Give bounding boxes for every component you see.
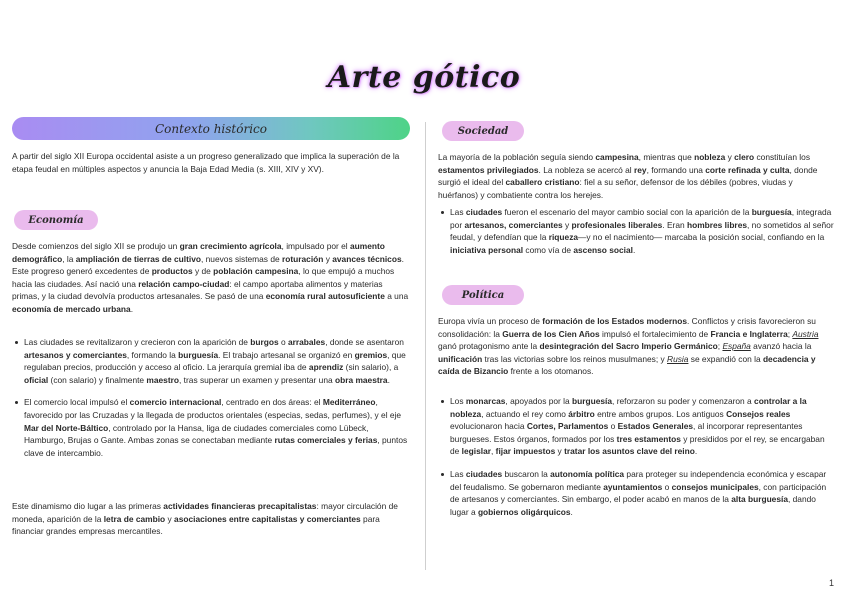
- page-title: Arte gótico: [327, 60, 521, 95]
- bold-term: Cortes, Parlamentos: [526, 421, 609, 432]
- bold-term: Francia e Inglaterra: [710, 328, 788, 339]
- bold-term: letra de cambio: [103, 513, 166, 524]
- text-run: buscaron la: [502, 468, 551, 479]
- bold-term: iniciativa personal: [450, 244, 524, 255]
- text-run: evolucionaron hacia: [450, 421, 527, 432]
- text-run: , puntos clave de intercambio.: [24, 435, 408, 458]
- text-run: .: [130, 303, 134, 314]
- text-run: fueron el escenario del mayor cambio social con la aparición de la: [502, 207, 752, 217]
- bullet-item: [438, 395, 834, 458]
- text-run: tras las victorias sobre los reinos musulmanes; y: [482, 353, 668, 364]
- text-run: Las: [450, 468, 466, 479]
- bold-term: ayuntamientos: [603, 481, 663, 492]
- text-run: . Eran: [662, 219, 687, 230]
- text-run: , centrado en dos áreas: el: [221, 397, 323, 408]
- text-run: Este dinamismo dio lugar a las primeras: [12, 501, 164, 511]
- bold-term: formación de los Estados modernos: [542, 316, 688, 326]
- text-run: y: [323, 253, 333, 264]
- bold-term: corte refinada y culta: [705, 164, 790, 175]
- text-run: , controlado por la Hansa, liga de ciudades comerciales como Lübeck, Hamburgo, Brujas o Gante. Ambas zonas se conectaban mediante: [24, 422, 369, 446]
- bold-term: arrabales: [287, 337, 326, 347]
- text-run: o: [662, 481, 672, 492]
- text-run: como vía de: [523, 244, 574, 255]
- text-run: , formando una: [646, 164, 706, 175]
- text-run: ,: [491, 446, 496, 457]
- bold-term: burguesía: [178, 349, 219, 360]
- text-run: , donde se asentaron: [325, 337, 404, 347]
- text-run: , nuevos sistemas de: [200, 253, 282, 264]
- bold-term: gremios: [354, 349, 388, 360]
- economia-paragraph: [12, 240, 410, 316]
- text-run: , donde surgió el ideal del: [438, 164, 818, 188]
- text-run: avanzó hacia la: [750, 341, 812, 352]
- bold-term: tratar los asuntos clave del reino: [564, 446, 695, 457]
- underlined-term: España: [722, 341, 751, 352]
- bold-term: decadencia y caída de Bizancio: [438, 353, 816, 377]
- bold-term: productos: [151, 266, 193, 277]
- politica-paragraph: [438, 315, 834, 378]
- bold-term: aprendiz: [308, 362, 344, 373]
- text-run: entre ambos grupos. Los antiguos: [594, 408, 727, 419]
- text-run: para proteger su independencia económica y escapar del feudalismo. Se gobernaron mediante: [450, 468, 827, 492]
- bold-term: caballero cristiano: [505, 177, 580, 188]
- bullet-item: [12, 336, 410, 386]
- text-run: .: [387, 374, 390, 385]
- bold-term: roturación: [281, 253, 324, 264]
- politica-heading: Política: [442, 285, 524, 305]
- text-run: Las ciudades se revitalizaron y crecieron con la aparición de: [24, 337, 251, 347]
- sociedad-bullets: [438, 206, 834, 266]
- text-run: Europa vivía un proceso de: [438, 316, 543, 326]
- text-run: Los: [450, 396, 466, 406]
- text-run: o: [608, 421, 618, 432]
- text-run: frente a los otomanos.: [508, 366, 594, 377]
- bold-term: avances técnicos: [332, 253, 402, 264]
- page-number: 1: [828, 578, 834, 588]
- text-run: La mayoría de la población seguía siendo: [438, 152, 596, 162]
- bold-term: burgos: [250, 337, 279, 347]
- text-run: ;: [787, 328, 793, 339]
- text-run: y: [562, 219, 572, 230]
- text-run: y de: [192, 266, 214, 277]
- bold-term: árbitro: [568, 408, 595, 419]
- bold-term: legislar: [461, 446, 491, 457]
- text-run: , formando la: [126, 349, 179, 360]
- bold-term: desintegración del Sacro Imperio Germánico: [539, 341, 718, 352]
- text-run: , apoyados por la: [505, 396, 573, 406]
- sociedad-paragraph: [438, 151, 834, 201]
- text-run: . La nobleza se acercó al: [538, 164, 634, 175]
- text-run: , actuando el rey como: [481, 408, 569, 419]
- text-run: , reforzaron su poder y comenzaron a: [612, 396, 755, 406]
- bold-term: relación campo-ciudad: [138, 278, 230, 289]
- text-run: .: [632, 244, 636, 255]
- bold-term: obra maestra: [334, 374, 388, 385]
- economia-heading: Economía: [14, 210, 98, 230]
- text-run: y: [165, 513, 175, 524]
- bold-term: burguesía: [572, 396, 613, 406]
- text-run: ;: [717, 341, 723, 352]
- bold-term: fijar impuestos: [495, 446, 556, 457]
- text-run: se expandió con la: [688, 353, 763, 364]
- text-run: , la: [62, 253, 76, 264]
- bold-term: aumento demográfico: [12, 241, 385, 264]
- bold-term: economía rural autosuficiente: [265, 291, 385, 302]
- bold-term: rutas comerciales y ferias: [274, 435, 378, 446]
- bullet-item: [438, 468, 834, 518]
- text-run: , que regulaban precios, producción y acceso al oficio. La jerarquía gremial iba de: [24, 349, 406, 373]
- bold-term: población campesina: [213, 266, 299, 277]
- politica-bullets: [438, 395, 834, 528]
- bold-term: Mar del Norte-Báltico: [24, 422, 109, 433]
- text-run: Las: [450, 207, 466, 217]
- section-banner: [12, 117, 410, 140]
- bold-term: asociaciones entre capitalistas y comerciantes: [174, 513, 361, 524]
- bold-term: gran crecimiento agrícola: [179, 241, 282, 251]
- text-run: : el campo aportaba alimentos y materias primas, y la ciudad devolvía productos artesanales. Se pasó de una: [12, 278, 383, 302]
- intro-paragraph: A partir del siglo XII Europa occidental asiste a un progreso generalizado que implica la superación de la etapa feudal en múltiples aspectos y anuncia la Baja Edad Media (s. XIII, XIV y XV).: [12, 151, 400, 174]
- economia-bullets: [12, 336, 410, 469]
- text-run: . Este progreso generó excedentes de: [12, 253, 404, 277]
- bold-term: tres estamentos: [616, 433, 681, 444]
- bold-term: rey: [634, 164, 647, 175]
- bold-term: nobleza: [694, 152, 726, 162]
- text-run: El comercio local impulsó el: [24, 397, 130, 408]
- text-run: , no sometidos al señor feudal, y defendían que la: [450, 219, 834, 243]
- sociedad-heading: Sociedad: [442, 121, 524, 141]
- underlined-term: Austria: [792, 328, 819, 339]
- text-run: , con participación de artesanos y comerciantes. Sin embargo, el poder acabó en manos de la: [450, 481, 827, 505]
- text-run: y: [725, 152, 735, 162]
- bold-term: hombres libres: [686, 219, 748, 230]
- bold-term: autonomía política: [550, 468, 625, 479]
- bold-term: Guerra de los Cien Años: [502, 328, 600, 339]
- bold-term: Consejos reales: [726, 408, 791, 419]
- bold-term: Estados Generales: [617, 421, 694, 432]
- banner-label: Contexto histórico: [155, 121, 267, 136]
- text-run: (sin salario), a: [343, 362, 399, 373]
- bullet-item: [12, 396, 410, 459]
- bold-term: artesanos, comerciantes: [464, 219, 563, 230]
- text-run: , mientras que: [638, 152, 695, 162]
- bold-term: ciudades: [465, 468, 503, 479]
- text-run: , favorecido por las Cruzadas y la llegada de productos orientales (especias, sedas, perfumes), y el eje: [24, 397, 402, 420]
- bold-term: artesanos y comerciantes: [24, 349, 127, 360]
- text-run: , al incorporar representantes burgueses. Estos órganos, formados por los: [450, 421, 803, 444]
- text-run: , tras superar un examen y presentar una: [179, 374, 335, 385]
- text-run: : fiel a su señor, defensor de los débiles (pobres, viudas y huérfanos) y combatiente contra los herejes.: [438, 177, 793, 200]
- text-run: constituían los: [754, 152, 811, 162]
- bold-term: consejos municipales: [671, 481, 759, 492]
- bold-term: ascenso social: [573, 244, 633, 255]
- text-run: a una: [384, 291, 409, 302]
- text-run: impulsó el fortalecimiento de: [599, 328, 711, 339]
- bold-term: burguesía: [751, 207, 792, 217]
- bold-term: comercio internacional: [129, 397, 222, 408]
- bold-term: Mediterráneo: [322, 397, 376, 408]
- bold-term: monarcas: [465, 396, 506, 406]
- bullet-item: [438, 206, 834, 256]
- bold-term: actividades financieras precapitalistas: [163, 501, 317, 511]
- bold-term: ampliación de tierras de cultivo: [75, 253, 201, 264]
- text-run: y: [555, 446, 565, 457]
- text-run: .: [694, 446, 698, 457]
- bold-term: gobiernos oligárquicos: [477, 506, 571, 517]
- bold-term: unificación: [438, 353, 483, 364]
- text-run: , integrada por: [450, 207, 832, 230]
- text-run: : mayor circulación de moneda, aparición de la: [12, 501, 398, 524]
- bold-term: estamentos privilegiados: [438, 164, 539, 175]
- bold-term: economía de mercado urbana: [12, 303, 131, 314]
- bold-term: ciudades: [465, 207, 503, 217]
- bold-term: controlar a la nobleza: [450, 396, 807, 419]
- bold-term: oficial: [24, 374, 49, 385]
- text-run: (con salario) y finalmente: [48, 374, 147, 385]
- text-run: , lo que empujó a muchos hacia las ciudades. Así nació una: [12, 266, 395, 289]
- text-run: . El trabajo artesanal se organizó en: [218, 349, 355, 360]
- text-run: o: [278, 337, 288, 347]
- text-run: .: [570, 506, 573, 517]
- bold-term: clero: [734, 152, 755, 162]
- bold-term: campesina: [595, 152, 639, 162]
- text-run: , dando lugar a: [450, 494, 816, 517]
- text-run: ganó protagonismo ante la: [438, 341, 540, 352]
- underlined-term: Rusia: [667, 353, 689, 364]
- bold-term: riqueza: [548, 232, 579, 243]
- text-run: y presididos por el rey, se encargaban de: [450, 433, 825, 457]
- column-divider: [425, 122, 426, 570]
- text-run: para financiar grandes empresas mercantiles.: [12, 513, 380, 537]
- bold-term: maestro: [146, 374, 180, 385]
- bold-term: profesionales liberales: [571, 219, 663, 230]
- closing-paragraph: [12, 500, 410, 538]
- text-run: . Conflictos y crisis favorecieron su consolidación: la: [438, 316, 816, 339]
- text-run: —y no el nacimiento— marcaba la posición social, confiando en la: [578, 232, 825, 243]
- text-run: , impulsado por el: [281, 241, 350, 251]
- bold-term: alta burguesía: [731, 494, 788, 505]
- text-run: Desde comienzos del siglo XII se produjo un: [12, 241, 180, 251]
